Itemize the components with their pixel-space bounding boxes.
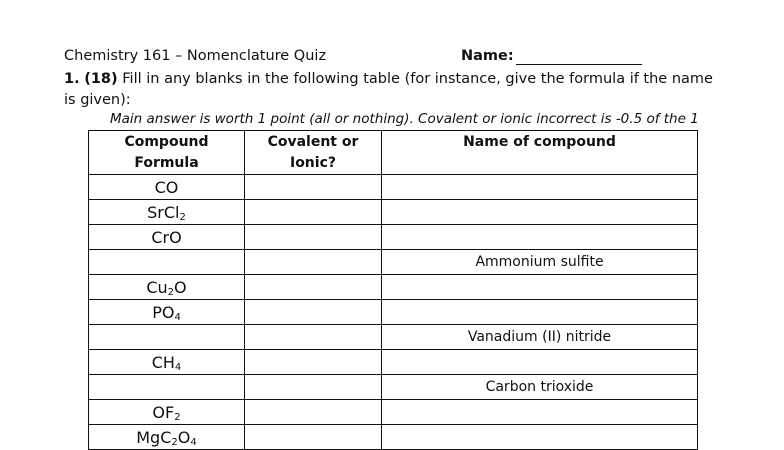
formula-subscript: 4 — [174, 361, 182, 373]
header-formula-line1: Compound — [124, 134, 209, 150]
header-name-of-compound — [382, 131, 698, 175]
compound-name-cell — [382, 400, 698, 425]
formula-cell — [89, 200, 245, 225]
covalent-ionic-cell — [245, 325, 382, 350]
question-points: (18) — [84, 71, 118, 87]
formula-cell — [89, 300, 245, 325]
covalent-ionic-cell — [245, 250, 382, 275]
name-blank-line — [516, 64, 642, 65]
formula-text: SrCl — [147, 202, 180, 222]
header-compound-formula — [89, 131, 245, 175]
compound-name-cell — [382, 225, 698, 250]
formula-text: PO — [152, 302, 175, 322]
table-row — [89, 250, 698, 275]
covalent-ionic-cell — [245, 425, 382, 450]
compound-name-cell: Vanadium (II) nitride — [382, 325, 698, 350]
formula-text: O — [177, 427, 191, 447]
table-row — [89, 425, 698, 450]
covalent-ionic-cell — [245, 400, 382, 425]
table-row — [89, 350, 698, 375]
covalent-ionic-cell — [245, 375, 382, 400]
covalent-ionic-cell — [245, 175, 382, 200]
formula-text: CO — [154, 177, 179, 197]
formula-text: OF — [152, 402, 175, 422]
table-row — [89, 200, 698, 225]
formula-subscript: 2 — [179, 211, 186, 223]
compound-name-cell — [382, 275, 698, 300]
page-title: Chemistry 161 – Nomenclature Quiz — [64, 48, 327, 64]
covalent-ionic-cell — [245, 350, 382, 375]
covalent-ionic-cell — [245, 200, 382, 225]
table-header-row — [89, 131, 698, 175]
compound-name-cell — [382, 175, 698, 200]
formula-subscript: 4 — [174, 311, 181, 323]
compound-name-cell — [382, 350, 698, 375]
covalent-ionic-cell — [245, 300, 382, 325]
table-row — [89, 300, 698, 325]
formula-cell — [89, 400, 245, 425]
question-text: Fill in any blanks in the following table (for instance, give the formula if the name is given): — [64, 71, 713, 108]
formula-cell — [89, 325, 245, 350]
compound-name-cell: Ammonium sulfite — [382, 250, 698, 275]
table-row — [89, 400, 698, 425]
formula-cell — [89, 275, 245, 300]
formula-subscript: 2 — [171, 436, 178, 448]
table-row — [89, 275, 698, 300]
header-name: Name of compound — [463, 134, 616, 150]
compound-name-cell: Carbon trioxide — [382, 375, 698, 400]
compound-name-cell — [382, 200, 698, 225]
header-type-line1: Covalent or — [267, 134, 359, 150]
header-covalent-ionic — [245, 131, 382, 175]
table-row — [89, 375, 698, 400]
question-number: 1. — [64, 71, 80, 87]
grading-note: Main answer is worth 1 point (all or nothing). Covalent or ionic incorrect is -0.5 of the 1 — [110, 111, 699, 127]
formula-text: MgC — [136, 427, 172, 447]
formula-text: CrO — [151, 227, 182, 247]
formula-subscript: 4 — [190, 436, 197, 448]
table-row — [89, 175, 698, 200]
formula-cell — [89, 375, 245, 400]
formula-cell — [89, 225, 245, 250]
formula-text: Cu — [146, 277, 168, 297]
table-body — [89, 175, 698, 450]
table-row — [89, 225, 698, 250]
covalent-ionic-cell — [245, 225, 382, 250]
nomenclature-table — [88, 130, 698, 450]
header-formula-line2: Formula — [134, 155, 199, 171]
formula-text: O — [174, 277, 187, 297]
formula-text: CH — [151, 352, 175, 372]
formula-cell — [89, 175, 245, 200]
header-type-line2: Ionic? — [289, 155, 336, 171]
formula-cell — [89, 350, 245, 375]
compound-name-cell — [382, 300, 698, 325]
table-row — [89, 325, 698, 350]
formula-cell — [89, 425, 245, 450]
compound-name-cell — [382, 425, 698, 450]
name-label: Name: — [461, 48, 514, 64]
covalent-ionic-cell — [245, 275, 382, 300]
formula-cell — [89, 250, 245, 275]
question-1 — [64, 69, 724, 111]
formula-subscript: 2 — [167, 286, 175, 298]
formula-subscript: 2 — [174, 411, 181, 423]
